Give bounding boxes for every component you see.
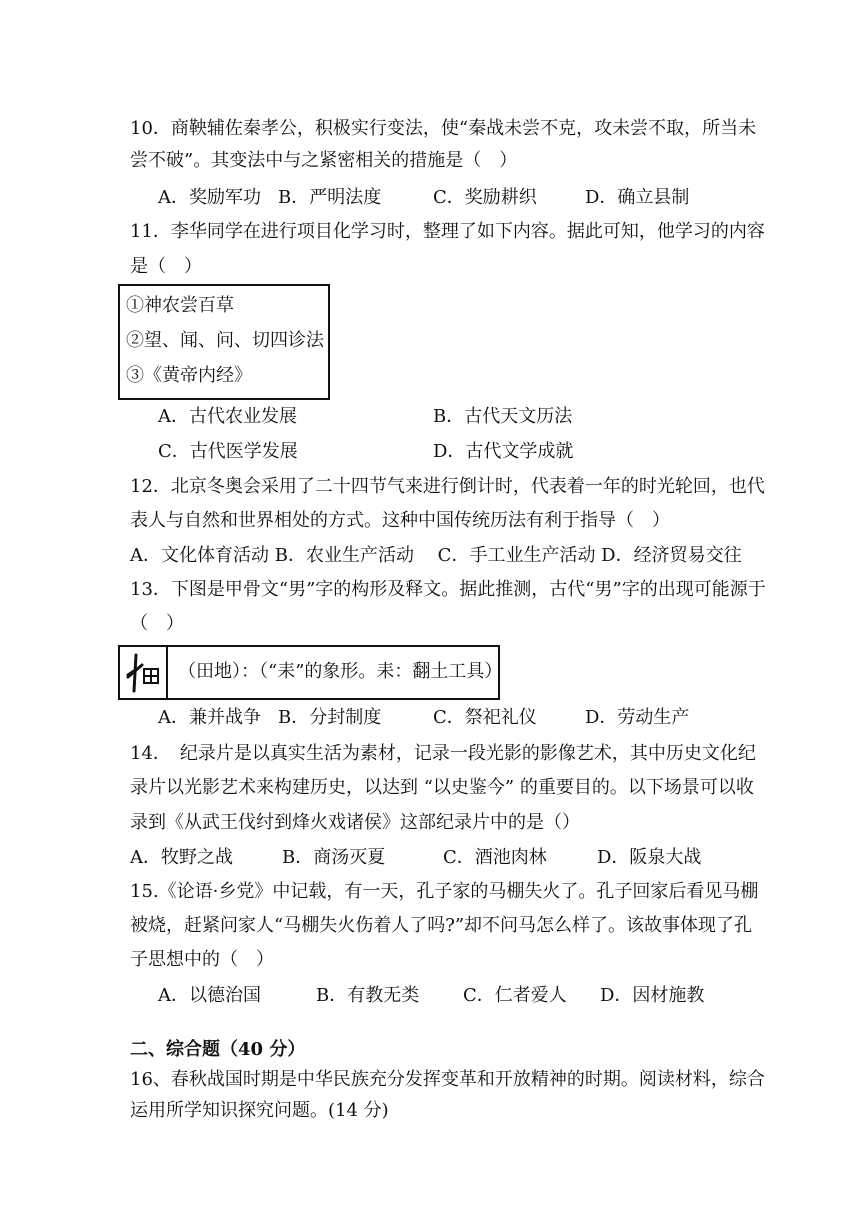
q11-option-a: A．古代农业发展 bbox=[158, 406, 297, 427]
q10-option-a: A．奖励军功 bbox=[158, 187, 261, 208]
section-heading: 二、综合题（40 分） bbox=[130, 1039, 306, 1060]
q16-stem-line2: 运用所学知识探究问题。(14 分) bbox=[130, 1100, 389, 1121]
q14-option-b: B．商汤灭夏 bbox=[282, 847, 386, 868]
q11-box-item-1: ①神农尝百草 bbox=[126, 295, 234, 316]
q13-stem-line1: 13．下图是甲骨文“男”字的构形及释文。据此推测，古代“男”字的出现可能源于 bbox=[130, 579, 766, 600]
q11-box-item-2: ②望、闻、问、切四诊法 bbox=[126, 330, 324, 351]
q10-option-d: D．确立县制 bbox=[585, 187, 690, 208]
q13-glyph-box bbox=[118, 645, 503, 700]
q15-option-b: B．有教无类 bbox=[316, 985, 420, 1006]
q11-stem-line1: 11．李华同学在进行项目化学习时，整理了如下内容。据此可知，他学习的内容 bbox=[130, 221, 765, 242]
q11-option-b: B．古代天文历法 bbox=[433, 406, 573, 427]
q13-option-d: D．劳动生产 bbox=[585, 707, 690, 728]
q12-stem-line2: 表人与自然和世界相处的方式。这种中国传统历法有利于指导（ ） bbox=[130, 510, 670, 531]
q14-option-c: C．酒池肉林 bbox=[443, 847, 547, 868]
q10-option-c: C．奖励耕织 bbox=[433, 187, 537, 208]
oracle-bone-nan-glyph-icon bbox=[120, 647, 166, 698]
q14-stem-line2: 录片以光影艺术来构建历史，以达到 “以史鉴今” 的重要目的。以下场景可以收 bbox=[130, 777, 754, 798]
q15-option-c: C．仁者爱人 bbox=[463, 985, 567, 1006]
q15-stem-line1: 15.《论语·乡党》中记载，有一天，孔子家的马棚失火了。孔子回家后看见马棚 bbox=[130, 881, 759, 902]
q15-stem-line2: 被烧，赶紧问家人“马棚失火伤着人了吗?”却不问马怎么样了。该故事体现了孔 bbox=[130, 915, 753, 936]
q16-stem-line1: 16、春秋战国时期是中华民族充分发挥变革和开放精神的时期。阅读材料，综合 bbox=[130, 1069, 765, 1090]
q13-stem-line2: （ ） bbox=[130, 613, 184, 634]
q15-stem-line3: 子思想中的（ ） bbox=[130, 949, 274, 970]
q11-box-item-3: ③《黄帝内经》 bbox=[126, 365, 252, 386]
q15-option-a: A．以德治国 bbox=[158, 985, 261, 1006]
oracle-bone-glyph-cell bbox=[120, 647, 168, 698]
q13-glyph-explanation: （田地）：（“耒”的象形。耒：翻土工具） bbox=[178, 661, 503, 682]
q11-option-d: D．古代文学成就 bbox=[433, 441, 574, 462]
q14-stem-line3: 录到《从武王伐纣到烽火戏诸侯》这部纪录片中的是（） bbox=[130, 812, 580, 833]
q10-stem-line1: 10．商鞅辅佐秦孝公，积极实行变法，使“秦战未尝不克，攻未尝不取，所当未 bbox=[130, 118, 757, 139]
q15-option-d: D．因材施教 bbox=[600, 985, 705, 1006]
q12-options-line: A．文化体育活动 B．农业生产活动 C．手工业生产活动 D．经济贸易交往 bbox=[130, 545, 742, 566]
q10-stem-line2: 尝不破”。其变法中与之紧密相关的措施是（ ） bbox=[130, 150, 518, 171]
q11-stem-line2: 是（ ） bbox=[130, 256, 202, 277]
q14-option-d: D．阪泉大战 bbox=[597, 847, 702, 868]
q13-option-c: C．祭祀礼仪 bbox=[433, 707, 537, 728]
q13-option-b: B．分封制度 bbox=[278, 707, 382, 728]
q14-option-a: A．牧野之战 bbox=[130, 847, 233, 868]
q10-option-b: B．严明法度 bbox=[278, 187, 382, 208]
q12-stem-line1: 12．北京冬奥会采用了二十四节气来进行倒计时，代表着一年的时光轮回，也代 bbox=[130, 476, 765, 497]
q11-option-c: C．古代医学发展 bbox=[158, 441, 298, 462]
q11-material-box bbox=[118, 284, 330, 400]
q14-stem-line1: 14． 纪录片是以真实生活为素材，记录一段光影的影像艺术，其中历史文化纪 bbox=[130, 743, 756, 764]
q13-option-a: A．兼并战争 bbox=[158, 707, 261, 728]
